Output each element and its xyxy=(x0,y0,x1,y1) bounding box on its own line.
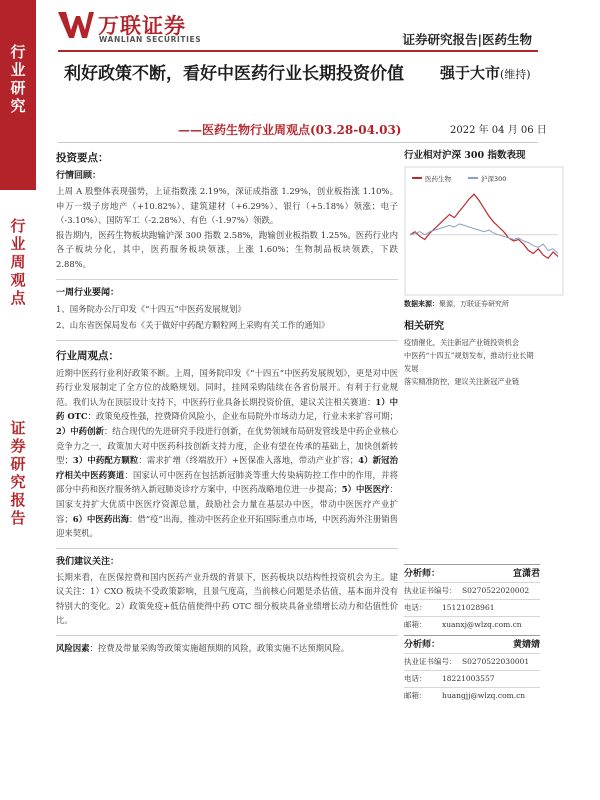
chart-source xyxy=(404,298,540,310)
sidebar-label: 行业研究 xyxy=(8,44,27,116)
logo-w-icon xyxy=(58,10,94,40)
sidebar-block-report xyxy=(0,390,36,800)
view-highlight: 1）中药 OTC xyxy=(56,396,399,422)
analyst-name-row xyxy=(404,635,540,653)
report-subtitle: ——医药生物行业周观点(03.28-04.03) xyxy=(178,123,402,137)
sidebar-label: 证券研究报告 xyxy=(8,420,27,528)
section-divider xyxy=(56,340,398,341)
subheading-market-review: 行情回顾： xyxy=(56,171,102,181)
report-title: 利好政策不断，看好中医药行业长期投资价值 xyxy=(64,64,404,84)
detail-value[interactable]: xuanxj@wlzq.com.cn xyxy=(442,620,522,629)
detail-key: 电话： xyxy=(404,674,427,683)
detail-key: 邮箱： xyxy=(404,620,427,629)
view-text: ：借“疫”出海，推动中医药企业开拓国际重点市场，中医药海外注册销售迎来契机。 xyxy=(56,513,399,539)
view-text: ：结合现代的先进研究手段进行创新，在优势领域布局研发管线是中药企业核心竞争力之一，政策加大对中医药科技创新支持力度，企业有望在传承的基础上，加快创新转型； xyxy=(56,425,399,466)
section-divider xyxy=(56,635,398,636)
detail-value: S0270522030001 xyxy=(462,657,530,666)
risk-text: ：控费及带量采购等政策实施超预期的风险，政策实施不达预期风险。 xyxy=(89,643,350,654)
analyst-detail-row xyxy=(404,687,540,704)
related-research-item[interactable]: 落实精准防控，建议关注新冠产业链 xyxy=(404,377,520,386)
chart-frame xyxy=(405,167,563,295)
view-highlight: 5）中医医疗 xyxy=(341,484,390,495)
chart-title: 行业相对沪深 300 指数表现 xyxy=(404,150,526,161)
detail-value: 18221003557 xyxy=(442,674,495,683)
relative-performance-chart xyxy=(404,166,564,296)
logo-chinese-name: 万联证券 xyxy=(98,14,186,38)
sidebar-block-weekly-view xyxy=(0,190,36,390)
analyst-label: 分析师： xyxy=(404,640,441,650)
analyst-detail-row xyxy=(404,582,540,599)
related-research-heading: 相关研究 xyxy=(404,321,444,332)
detail-value: 15121028961 xyxy=(442,603,495,612)
company-logo xyxy=(58,8,228,46)
series-line-0 xyxy=(410,194,558,258)
title-divider xyxy=(58,142,538,143)
view-highlight: 6）中医药出海 xyxy=(72,513,130,524)
view-text: ：政策免疫性强，控费降价风险小，企业布局院外市场动力足，行业未来扩容可期； xyxy=(87,411,399,422)
report-category: 证券研究报告|医药生物 xyxy=(402,32,532,47)
main-content xyxy=(56,148,398,656)
related-research-item[interactable]: 中医药“十四五”规划发布，推动行业长期发展 xyxy=(404,351,534,373)
analyst-info xyxy=(404,564,540,704)
series-line-1 xyxy=(410,224,558,254)
header-divider xyxy=(58,50,538,52)
risk-heading: 风险因素 xyxy=(56,643,90,654)
paragraph-market-review-2: 报告期内，医药生物板块跑输沪深 300 指数 2.58%，跑输创业板指数 1.25%。医药行业内各子板块分化，其中，医药服务板块领涨，上涨 1.60%；生物制品板块领跌，下跌 2.88%。 xyxy=(56,229,398,269)
subheading-industry-news: 一周行业要闻： xyxy=(56,287,120,298)
view-highlight: 4）新冠治疗相关中医药赛道 xyxy=(56,455,399,480)
analyst-name: 黄婧婧 xyxy=(512,640,540,650)
analyst-detail-row xyxy=(404,670,540,687)
analyst-label: 分析师： xyxy=(404,569,441,579)
source-label: 数据来源： xyxy=(404,299,439,308)
rating-value: 强于大市 xyxy=(440,64,501,82)
subheading-recommendation: 我们建议关注： xyxy=(56,556,120,567)
news-item: 2、山东省医保局发布《关于做好中药配方颗粒网上采购有关工作的通知》 xyxy=(56,319,330,330)
detail-key: 电话： xyxy=(404,603,427,612)
detail-value: S0270522020002 xyxy=(462,586,530,595)
section-heading-key-points: 投资要点： xyxy=(56,152,109,164)
view-text: ：国家认可中医药在包括新冠肺炎等重大传染病防控工作中的作用，并将部分中药和医疗服务纳入新冠肺炎诊疗方案中，中医药战略地位进一步提高； xyxy=(56,469,398,495)
analyst-detail-row xyxy=(404,616,540,633)
news-item: 1、国务院办公厅印发《“十四五”中医药发展规划》 xyxy=(56,303,246,314)
rating xyxy=(440,62,531,83)
report-date: 2022 年 04 月 06 日 xyxy=(450,125,547,136)
logo-english-name: WANLIAN SECURITIES xyxy=(99,35,202,44)
source-text: 聚源，万联证券研究所 xyxy=(439,300,509,308)
analyst-detail-row xyxy=(404,653,540,670)
sidebar-label: 行业周观点 xyxy=(8,218,27,308)
section-divider xyxy=(56,279,398,280)
paragraph-recommendation: 长期来看，在医保控费和国内医药产业升级的背景下，医药板块以结构性投资机会为主。建议关注：1）CXO 板块不受政策影响，且景气度高，当前核心问题是杀估值，基本面并没有特别大的变化。2）政策免疫+低估值使得中药 OTC 细分板块具备业绩增长动力和估值性价比。 xyxy=(56,571,398,626)
view-text: 近期中医药行业利好政策不断。上周，国务院印发《“十四五”中医药发展规划》，更是对中医药行业发展制定了全方位的战略规划。同时，挂网采购陆续在各省份展开。有利于行业规范。我们认为在顶层设计支持下，中医药行业具备长期投资价值，建议关注相关赛道： xyxy=(56,367,398,407)
analyst-detail-row xyxy=(404,599,540,616)
section-heading-weekly-view: 行业周观点： xyxy=(56,349,119,362)
chart-svg xyxy=(404,166,564,296)
section-divider xyxy=(56,548,398,549)
detail-value[interactable]: huangjj@wlzq.com.cn xyxy=(442,691,526,700)
view-highlight: 3）中药配方颗粒 xyxy=(72,455,139,466)
analyst-name: 宣潇君 xyxy=(512,569,540,579)
paragraph-weekly-view xyxy=(56,366,398,541)
view-text: ：国家支持扩大优质中医医疗资源总量，鼓励社会力量在基层办中医，带动中医医疗产业扩容； xyxy=(56,484,399,524)
view-text: ：需求扩增（终端放开）+医保准入落地，带动产业扩容； xyxy=(138,455,359,466)
right-column xyxy=(404,148,540,388)
detail-key: 执业证书编号： xyxy=(404,586,457,595)
legend-label-1: 沪深300 xyxy=(481,175,507,183)
paragraph-market-review-1: 上周 A 股整体表现强势，上证指数涨 2.19%，深证成指涨 1.29%，创业板指涨 1.10%。申万一级子房地产（+10.82%）、建筑建材（+6.29%）、银行（+5.18%）领涨；电子（-3.10%）、国防军工（-2.28%）、有色（-1.97%）领跌。 xyxy=(56,186,398,226)
rating-status: (维持) xyxy=(500,68,531,81)
detail-key: 邮箱： xyxy=(404,691,427,700)
related-research-item[interactable]: 疫情催化，关注新冠产业链投资机会 xyxy=(404,338,520,347)
sidebar-block-industry-research xyxy=(0,0,36,190)
paragraph-risk xyxy=(56,641,398,656)
legend-label-0: 医药生物 xyxy=(425,175,451,183)
detail-key: 执业证书编号： xyxy=(404,657,457,666)
sidebar xyxy=(0,0,36,800)
view-highlight: 2）中药创新 xyxy=(56,425,104,436)
analyst-name-row xyxy=(404,564,540,582)
